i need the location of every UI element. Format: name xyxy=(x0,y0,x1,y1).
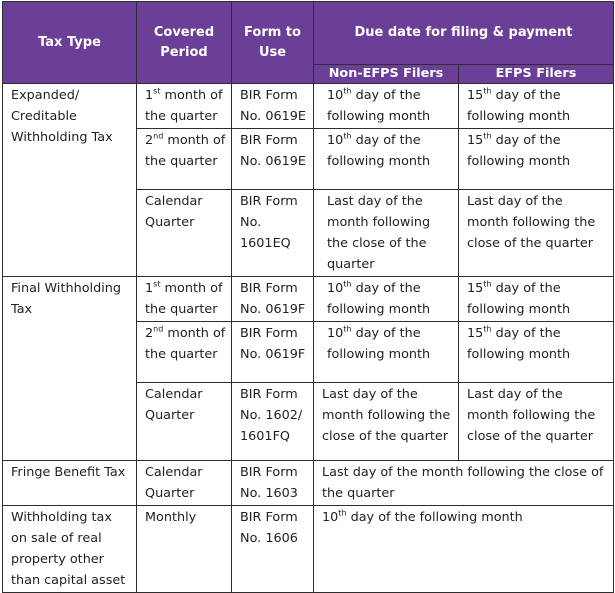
form-cell: BIR Form No. 1603 xyxy=(232,461,314,506)
non-efps-due-cell: 10th day of the following month xyxy=(314,322,459,383)
header-non-efps: Non-EFPS Filers xyxy=(314,65,459,84)
header-tax-type: Tax Type xyxy=(3,2,137,84)
tax-type-cell: Expanded/ Creditable Withholding Tax xyxy=(3,84,137,277)
form-cell: BIR Form No. 0619F xyxy=(232,322,314,383)
non-efps-due-cell: 10th day of the following month xyxy=(314,129,459,190)
covered-period-cell: 2nd month of the quarter xyxy=(137,322,232,383)
tax-type-cell: Final Withholding Tax xyxy=(3,277,137,461)
efps-due-cell: Last day of the month following the close of the quarter xyxy=(459,190,614,277)
covered-period-cell: Calendar Quarter xyxy=(137,461,232,506)
form-cell: BIR Form No. 0619E xyxy=(232,84,314,129)
header-covered-period: Covered Period xyxy=(137,2,232,84)
header-efps: EFPS Filers xyxy=(459,65,614,84)
efps-due-cell: 15th day of the following month xyxy=(459,129,614,190)
header-due-date: Due date for filing & payment xyxy=(314,2,614,65)
table-row xyxy=(3,277,614,322)
form-cell: BIR Form No. 0619F xyxy=(232,277,314,322)
tax-type-cell: Fringe Benefit Tax xyxy=(3,461,137,506)
non-efps-due-cell: Last day of the month following the close of the quarter xyxy=(314,383,459,461)
table-row xyxy=(3,506,614,593)
table-row xyxy=(3,84,614,129)
efps-due-cell: 15th day of the following month xyxy=(459,84,614,129)
non-efps-due-cell: 10th day of the following month xyxy=(314,84,459,129)
tax-deadline-table xyxy=(2,1,614,593)
non-efps-due-cell: Last day of the month following the close of the quarter xyxy=(314,190,459,277)
table-row xyxy=(3,461,614,506)
form-cell: BIR Form No. 1606 xyxy=(232,506,314,593)
covered-period-cell: Calendar Quarter xyxy=(137,383,232,461)
efps-due-cell: 15th day of the following month xyxy=(459,277,614,322)
efps-due-cell: Last day of the month following the close of the quarter xyxy=(459,383,614,461)
due-date-cell: Last day of the month following the close of the quarter xyxy=(314,461,614,506)
covered-period-cell: 1st month of the quarter xyxy=(137,277,232,322)
form-cell: BIR Form No. 1602/ 1601FQ xyxy=(232,383,314,461)
covered-period-cell: 1st month of the quarter xyxy=(137,84,232,129)
covered-period-cell: 2nd month of the quarter xyxy=(137,129,232,190)
covered-period-cell: Monthly xyxy=(137,506,232,593)
covered-period-cell: Calendar Quarter xyxy=(137,190,232,277)
form-cell: BIR Form No. 1601EQ xyxy=(232,190,314,277)
non-efps-due-cell: 10th day of the following month xyxy=(314,277,459,322)
efps-due-cell: 15th day of the following month xyxy=(459,322,614,383)
tax-type-cell: Withholding tax on sale of real property other than capital asset xyxy=(3,506,137,593)
due-date-cell: 10th day of the following month xyxy=(314,506,614,593)
header-form-to-use: Form to Use xyxy=(232,2,314,84)
form-cell: BIR Form No. 0619E xyxy=(232,129,314,190)
